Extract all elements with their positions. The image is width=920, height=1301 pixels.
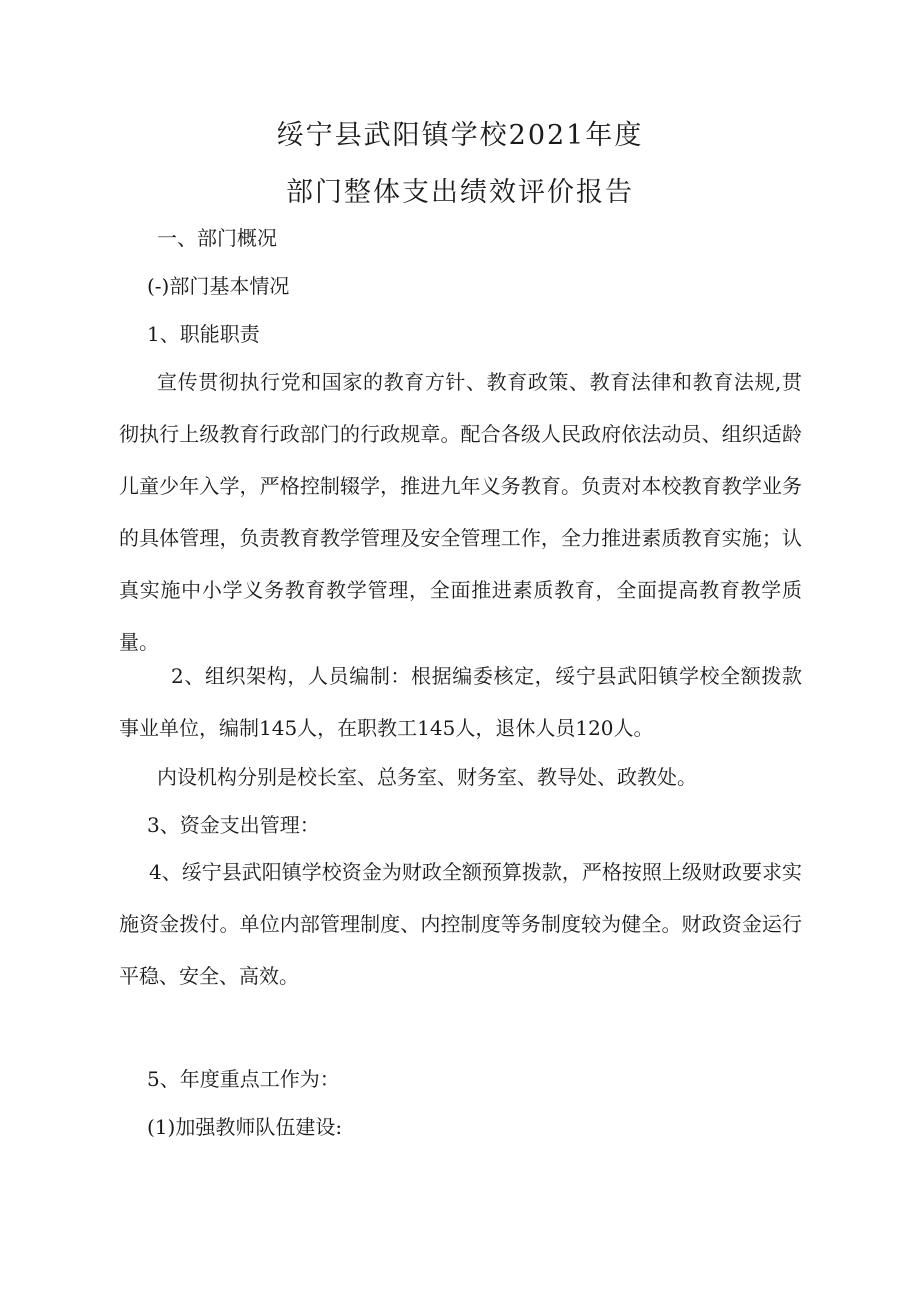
item2-body: 2、组织架构，人员编制：根据编委核定，绥宁县武阳镇学校全额拨款事业单位，编制145人，在职教工145人，退休人员120人。 bbox=[119, 664, 802, 740]
document-title-line2: 部门整体支出绩效评价报告 bbox=[286, 177, 634, 208]
item1-body: 宣传贯彻执行党和国家的教育方针、教育政策、教育法律和教育法规,贯彻执行上级教育行政部门的行政规章。配合各级人民政府依法动员、组织适龄儿童少年入学，严格控制辍学，推进九年义务教育。负责对本校教育教学业务的具体管理，负责教育教学管理及安全管理工作，全力推进素质教育实施；认真实施中小学义务教育教学管理，全面推进素质教育，全面提高教育教学质量。 bbox=[119, 370, 802, 654]
item5-sub1: (1)加强教师队伍建设: bbox=[147, 1115, 343, 1139]
item1-heading: 1、职能职责 bbox=[147, 322, 260, 346]
document-title-line1: 绥宁县武阳镇学校2021年度 bbox=[276, 120, 644, 151]
section1-heading: 一、部门概况 bbox=[157, 226, 277, 250]
item3-heading: 3、资金支出管理： bbox=[147, 813, 320, 837]
item5-heading: 5、年度重点工作为： bbox=[147, 1067, 340, 1091]
item4-body: 4、绥宁县武阳镇学校资金为财政全额预算拨款，严格按照上级财政要求实施资金拨付。单位内部管理制度、内控制度等务制度较为健全。财政资金运行平稳、安全、高效。 bbox=[119, 860, 802, 988]
item2-departments: 内设机构分别是校长室、总务室、财务室、教导处、政教处。 bbox=[157, 765, 697, 789]
subsection1-heading: (-)部门基本情况 bbox=[147, 274, 290, 298]
